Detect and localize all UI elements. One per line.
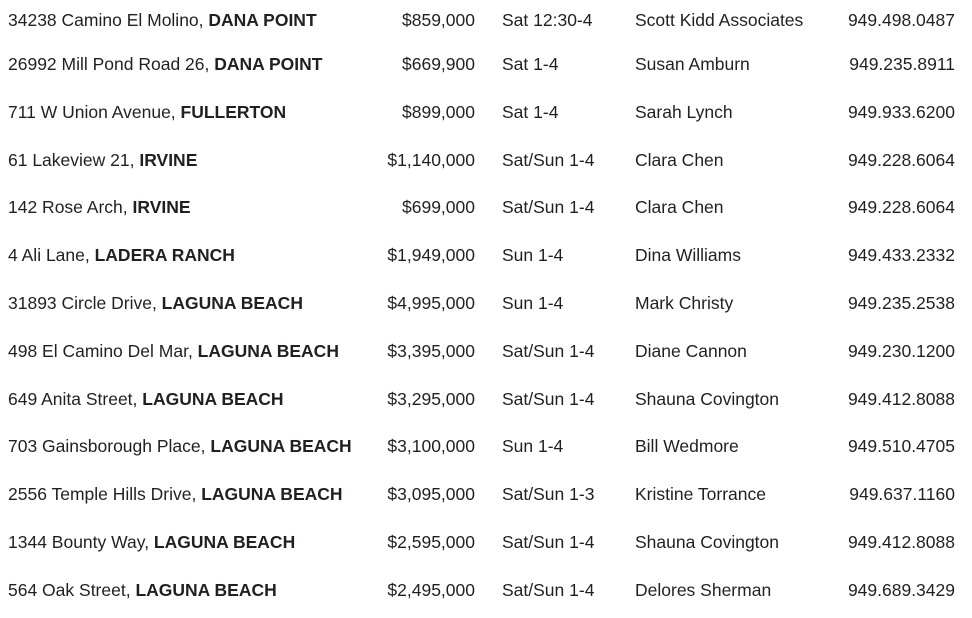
listing-price: $2,495,000 [387, 579, 475, 600]
listing-row [0, 140, 972, 188]
listing-address [8, 292, 303, 313]
listing-address [8, 149, 198, 170]
listing-address [8, 388, 284, 409]
agent-name: Shauna Covington [635, 388, 779, 409]
city-name: DANA POINT [214, 54, 323, 74]
street-address: 142 Rose Arch, [8, 197, 133, 218]
listing-row [0, 187, 972, 235]
city-name: IRVINE [139, 149, 198, 170]
street-address: 649 Anita Street, [8, 388, 143, 409]
agent-phone: 949.235.8911 [849, 54, 955, 74]
agent-phone: 949.412.8088 [847, 388, 955, 409]
listing-row [0, 379, 972, 427]
city-name: LAGUNA BEACH [153, 531, 296, 552]
agent-name: Clara Chen [635, 149, 724, 170]
open-house-time: Sun 1-4 [502, 245, 564, 266]
listing-address [8, 340, 339, 361]
street-address: 564 Oak Street, [8, 579, 136, 600]
city-name: LAGUNA BEACH [142, 388, 284, 409]
street-address: 498 El Camino Del Mar, [8, 340, 198, 361]
agent-phone: 949.228.6064 [847, 149, 955, 170]
listing-price: $3,395,000 [387, 340, 475, 361]
agent-name: Kristine Torrance [635, 484, 766, 505]
listing-address [8, 579, 277, 600]
listing-row [0, 44, 972, 92]
city-name: LAGUNA BEACH [201, 484, 343, 505]
agent-phone: 949.412.8088 [847, 531, 955, 552]
listing-row [0, 331, 972, 379]
listing-row [0, 570, 972, 618]
street-address: 703 Gainsborough Place, [8, 436, 211, 457]
open-house-time: Sat/Sun 1-4 [502, 388, 595, 409]
agent-name: Diane Cannon [635, 340, 747, 361]
agent-name: Susan Amburn [635, 54, 750, 74]
listing-price: $859,000 [402, 10, 475, 30]
listing-price: $3,295,000 [387, 388, 475, 409]
street-address: 26992 Mill Pond Road 26, [8, 54, 215, 74]
open-house-time: Sat/Sun 1-4 [502, 149, 595, 170]
open-house-time: Sat/Sun 1-3 [502, 484, 595, 505]
listing-price: $3,095,000 [387, 484, 475, 505]
city-name: IRVINE [132, 197, 191, 218]
agent-phone: 949.510.4705 [847, 436, 955, 457]
city-name: DANA POINT [208, 10, 317, 30]
agent-name: Delores Sherman [635, 579, 772, 600]
agent-phone: 949.689.3429 [847, 579, 955, 600]
street-address: 61 Lakeview 21, [8, 149, 140, 170]
city-name: LAGUNA BEACH [210, 436, 352, 457]
street-address: 1344 Bounty Way, [8, 531, 154, 552]
street-address: 4 Ali Lane, [8, 245, 95, 266]
listing-price: $4,995,000 [387, 292, 475, 313]
listing-row [0, 92, 972, 140]
listing-row [0, 474, 972, 522]
listing-address [8, 56, 323, 74]
city-name: LAGUNA BEACH [161, 292, 303, 313]
open-house-time: Sat/Sun 1-4 [502, 531, 595, 552]
listing-row [0, 522, 972, 570]
agent-phone: 949.230.1200 [847, 340, 955, 361]
city-name: LADERA RANCH [94, 245, 235, 266]
listing-price: $3,100,000 [387, 436, 475, 457]
open-house-time: Sun 1-4 [502, 436, 564, 457]
listing-address [8, 199, 191, 217]
listing-price: $669,900 [402, 54, 475, 74]
agent-name: Sarah Lynch [635, 101, 733, 122]
agent-phone: 949.433.2332 [847, 245, 955, 266]
city-name: LAGUNA BEACH [135, 579, 277, 600]
street-address: 711 W Union Avenue, [8, 101, 181, 122]
street-address: 2556 Temple Hills Drive, [8, 484, 202, 505]
agent-name: Shauna Covington [635, 531, 779, 552]
listing-price: $699,000 [402, 197, 475, 218]
listing-row [0, 0, 972, 44]
agent-phone: 949.228.6064 [847, 197, 955, 218]
agent-phone: 949.498.0487 [847, 10, 955, 30]
agent-name: Scott Kidd Associates [635, 10, 804, 30]
open-house-time: Sat/Sun 1-4 [502, 579, 595, 600]
agent-phone: 949.235.2538 [847, 292, 955, 313]
open-house-time: Sat/Sun 1-4 [502, 197, 595, 218]
listing-price: $1,949,000 [387, 245, 475, 266]
listing-row [0, 235, 972, 283]
listing-address [8, 12, 317, 30]
listing-address [8, 531, 296, 552]
listing-address [8, 247, 235, 265]
street-address: 31893 Circle Drive, [8, 292, 162, 313]
open-house-time: Sat 12:30-4 [502, 10, 593, 30]
listing-row [0, 283, 972, 331]
city-name: LAGUNA BEACH [197, 340, 339, 361]
agent-phone: 949.933.6200 [847, 101, 955, 122]
listing-address [8, 486, 343, 504]
agent-name: Mark Christy [635, 292, 734, 313]
agent-name: Clara Chen [635, 197, 724, 218]
agent-phone: 949.637.1160 [849, 484, 955, 505]
open-house-time: Sat 1-4 [502, 101, 559, 122]
street-address: 34238 Camino El Molino, [8, 10, 209, 30]
open-house-time: Sat 1-4 [502, 54, 559, 74]
city-name: FULLERTON [180, 101, 287, 122]
listing-price: $1,140,000 [387, 149, 475, 170]
listing-row [0, 426, 972, 474]
listing-price: $2,595,000 [387, 531, 475, 552]
listing-address [8, 438, 352, 456]
agent-name: Dina Williams [635, 245, 741, 266]
open-house-time: Sat/Sun 1-4 [502, 340, 595, 361]
listing-price: $899,000 [402, 101, 475, 122]
open-house-time: Sun 1-4 [502, 292, 564, 313]
listing-address [8, 101, 287, 122]
agent-name: Bill Wedmore [635, 436, 739, 457]
